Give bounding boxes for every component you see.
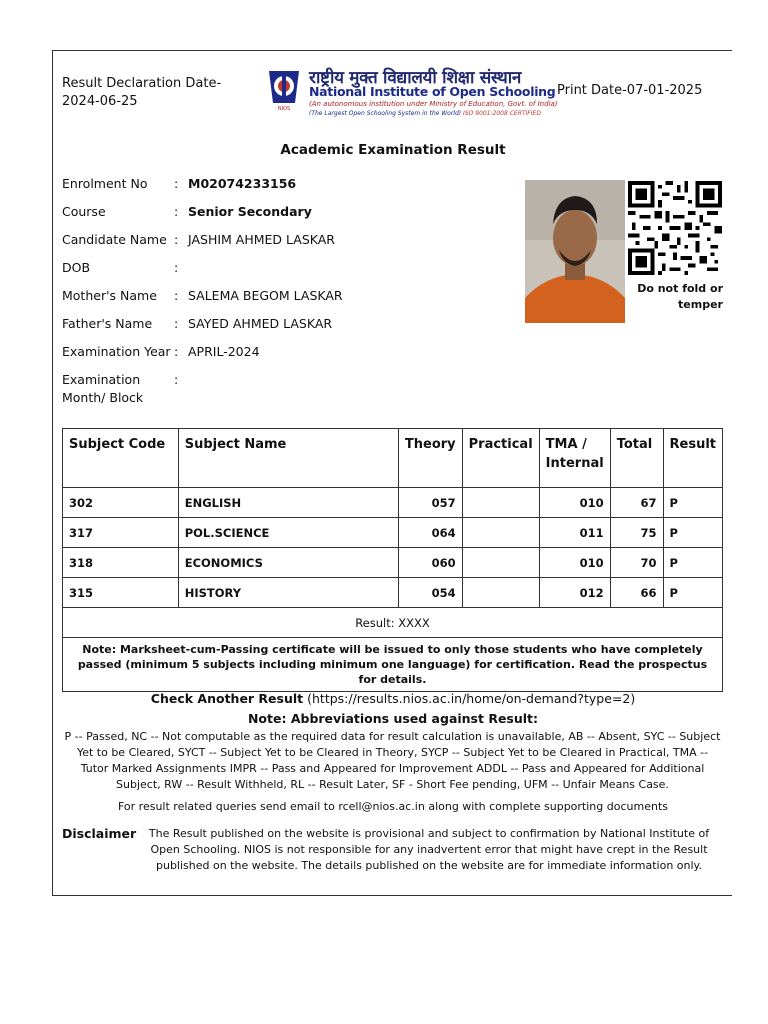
marks-table bbox=[62, 428, 723, 692]
cell-tma: 010 bbox=[539, 488, 610, 518]
info-label: Examination Year bbox=[62, 344, 171, 359]
certificate-note-row bbox=[63, 638, 723, 692]
qr-code bbox=[627, 181, 723, 275]
logo-english-prefix: National Institute of bbox=[309, 84, 450, 99]
info-colon: : bbox=[174, 288, 179, 303]
exam-year-value: APRIL-2024 bbox=[188, 344, 260, 359]
info-row-exam-year bbox=[62, 343, 522, 371]
fold-warning: Do not fold or temper bbox=[637, 282, 723, 311]
info-row-candidate-name bbox=[62, 231, 522, 259]
print-date: Print Date-07-01-2025 bbox=[557, 83, 703, 98]
cell-theory: 057 bbox=[398, 488, 462, 518]
cell-practical bbox=[462, 488, 539, 518]
table-row bbox=[63, 548, 723, 578]
abbreviations-title: Note: Abbreviations used against Result: bbox=[247, 711, 539, 726]
info-colon: : bbox=[174, 372, 179, 387]
logo-tagline bbox=[309, 110, 541, 117]
info-label: Examination Month/ Block bbox=[62, 372, 144, 405]
candidate-name-value: JASHIM AHMED LASKAR bbox=[188, 232, 335, 247]
cell-tma: 010 bbox=[539, 548, 610, 578]
qr-code-icon bbox=[627, 181, 723, 275]
logo-hindi-title: राष्ट्रीय मुक्त विद्यालयी शिक्षा संस्थान bbox=[309, 68, 521, 88]
cell-subject-name: POL.SCIENCE bbox=[178, 518, 398, 548]
cell-subject-code: 302 bbox=[63, 488, 179, 518]
table-header-row bbox=[63, 429, 723, 488]
cell-subject-code: 318 bbox=[63, 548, 179, 578]
info-label: Father's Name bbox=[62, 316, 153, 331]
cell-subject-name: ENGLISH bbox=[178, 488, 398, 518]
info-row-course bbox=[62, 203, 522, 231]
check-another-result bbox=[53, 691, 733, 706]
result-sheet bbox=[52, 50, 732, 896]
table-row bbox=[63, 488, 723, 518]
nios-logo bbox=[265, 65, 558, 121]
query-note: For result related queries send email to rcell@nios.ac.in along with complete supporting documents bbox=[118, 800, 668, 813]
th-tma-internal: TMA / Internal bbox=[539, 429, 610, 488]
info-row-exam-month bbox=[62, 371, 522, 411]
th-subject-code: Subject Code bbox=[63, 429, 179, 488]
info-colon: : bbox=[174, 204, 179, 219]
cell-total: 66 bbox=[610, 578, 663, 608]
cell-theory: 064 bbox=[398, 518, 462, 548]
cell-subject-code: 315 bbox=[63, 578, 179, 608]
cell-practical bbox=[462, 578, 539, 608]
mother-name-value: SALEMA BEGOM LASKAR bbox=[188, 288, 343, 303]
check-another-label: Check Another Result bbox=[150, 691, 304, 706]
th-theory: Theory bbox=[398, 429, 462, 488]
cell-result: P bbox=[663, 488, 723, 518]
th-practical: Practical bbox=[462, 429, 539, 488]
enrolment-number: M02074233156 bbox=[188, 176, 297, 191]
result-summary-row bbox=[63, 608, 723, 638]
result-summary: Result: XXXX bbox=[63, 608, 723, 638]
info-colon: : bbox=[174, 176, 179, 191]
cell-result: P bbox=[663, 578, 723, 608]
info-colon: : bbox=[174, 232, 179, 247]
th-total: Total bbox=[610, 429, 663, 488]
info-label: Mother's Name bbox=[62, 288, 157, 303]
course-value: Senior Secondary bbox=[188, 204, 312, 219]
cell-theory: 054 bbox=[398, 578, 462, 608]
table-row bbox=[63, 518, 723, 548]
info-label: Course bbox=[62, 204, 106, 219]
info-label: Enrolment No bbox=[62, 176, 148, 191]
table-row bbox=[63, 578, 723, 608]
candidate-photo-icon bbox=[525, 180, 625, 323]
info-row-mother-name bbox=[62, 287, 522, 315]
disclaimer-text: The Result published on the website is provisional and subject to confirmation by National Institute of Open Schooling. NIOS is not responsible for any inadvertent error that might have crept in the Result published on the website. The details published on the website are for immediate information only. bbox=[148, 827, 710, 872]
logo-english-title bbox=[309, 84, 555, 99]
logo-subtitle: (An autonomous institution under Ministry of Education, Govt. of India) bbox=[309, 100, 558, 108]
cell-theory: 060 bbox=[398, 548, 462, 578]
logo-iso: ISO 9001:2008 CERTIFIED bbox=[463, 110, 541, 117]
info-colon: : bbox=[174, 344, 179, 359]
logo-english-suffix: Open Schooling bbox=[449, 84, 556, 99]
candidate-info bbox=[62, 175, 522, 411]
info-row-enrolment bbox=[62, 175, 522, 203]
info-label: Candidate Name bbox=[62, 232, 167, 247]
cell-tma: 012 bbox=[539, 578, 610, 608]
result-declaration-date: Result Declaration Date-2024-06-25 bbox=[62, 76, 222, 109]
check-another-link[interactable]: (https://results.nios.ac.in/home/on-demand?type=2) bbox=[307, 691, 636, 706]
info-label: DOB bbox=[62, 260, 91, 275]
th-result: Result bbox=[663, 429, 723, 488]
cell-practical bbox=[462, 518, 539, 548]
cell-result: P bbox=[663, 518, 723, 548]
cell-total: 75 bbox=[610, 518, 663, 548]
cell-tma: 011 bbox=[539, 518, 610, 548]
cell-subject-name: ECONOMICS bbox=[178, 548, 398, 578]
certificate-note: Note: Marksheet-cum-Passing certificate will be issued to only those students who have completely passed (minimum 5 subjects including minimum one language) for certification. Read the prospectus for details. bbox=[63, 638, 723, 692]
info-colon: : bbox=[174, 316, 179, 331]
cell-practical bbox=[462, 548, 539, 578]
page-title: Academic Examination Result bbox=[280, 142, 506, 158]
abbreviations-text: P -- Passed, NC -- Not computable as the required data for result calculation is unavailable, AB -- Absent, SYC -- Subject Yet to be Cleared, SYCT -- Subject Yet to be Cleared in Theory, SYCP -- Subject Yet to be Cleared in Practical, TMA -- Tutor Marked Assignments IMPR -- Pass and Appeared for Improvement ADDL -- Pass and Appeared for Additional Subject, RW -- Result Withheld, RL -- Result Later, SF - Short Fee pending, UFM -- Unfair Means Case. bbox=[64, 730, 721, 791]
svg-text:NIOS: NIOS bbox=[277, 106, 291, 111]
nios-emblem-icon bbox=[265, 67, 303, 111]
cell-result: P bbox=[663, 548, 723, 578]
th-subject-name: Subject Name bbox=[178, 429, 398, 488]
cell-total: 67 bbox=[610, 488, 663, 518]
logo-tagline-text: (The Largest Open Schooling System in the World) bbox=[309, 110, 462, 117]
cell-total: 70 bbox=[610, 548, 663, 578]
cell-subject-code: 317 bbox=[63, 518, 179, 548]
info-row-dob bbox=[62, 259, 522, 287]
cell-subject-name: HISTORY bbox=[178, 578, 398, 608]
candidate-photo bbox=[525, 180, 625, 323]
info-colon: : bbox=[174, 260, 179, 275]
father-name-value: SAYED AHMED LASKAR bbox=[188, 316, 333, 331]
disclaimer-label: Disclaimer bbox=[62, 826, 137, 841]
info-row-father-name bbox=[62, 315, 522, 343]
